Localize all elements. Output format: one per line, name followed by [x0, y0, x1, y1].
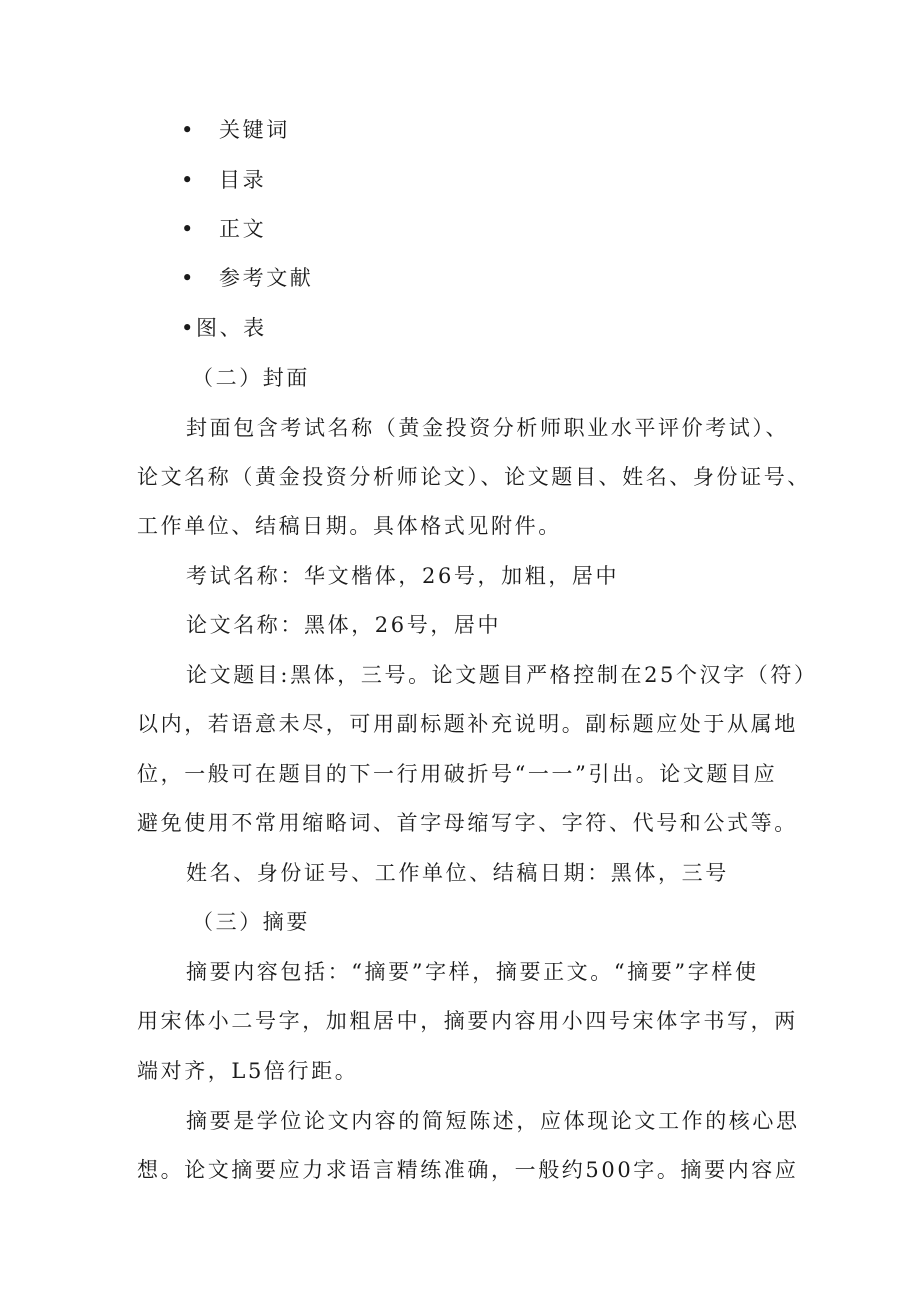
paragraph-line: 避免使用不常用缩略词、首字母缩写字、字符、代号和公式等。: [137, 811, 798, 835]
paragraph-line: 端对齐，L5倍行距。: [137, 1059, 359, 1083]
paragraph-line: 论文名称（黄金投资分析师论文）、论文题目、姓名、身份证号、: [137, 465, 811, 489]
paragraph-line: 用宋体小二号字，加粗居中，摘要内容用小四号宋体字书写，两: [137, 1009, 798, 1033]
bullet-icon: •: [181, 168, 196, 192]
bullet-icon: •: [181, 217, 196, 241]
list-item-label: 正文: [219, 217, 267, 241]
bullet-icon: •: [181, 118, 196, 142]
paragraph-line: 工作单位、结稿日期。具体格式见附件。: [137, 514, 562, 538]
list-item-label: 参考文献: [219, 266, 314, 290]
paper-name-format: 论文名称：黑体，26号，居中: [186, 613, 502, 637]
paragraph-line: 摘要是学位论文内容的简短陈述，应体现论文工作的核心思: [186, 1109, 800, 1133]
list-item-label: 目录: [219, 168, 267, 192]
paragraph-line: 想。论文摘要应力求语言精练准确，一般约500字。摘要内容应: [137, 1158, 799, 1182]
exam-name-format: 考试名称：华文楷体，26号，加粗，居中: [186, 564, 620, 588]
paragraph-line: 摘要内容包括：“摘要”字样，摘要正文。“摘要”字样使: [186, 960, 759, 984]
list-item-figures-tables: •图、表: [181, 316, 267, 340]
paragraph-line: 以内，若语意未尽，可用副标题补充说明。副标题应处于从属地: [137, 712, 798, 736]
bullet-icon: •: [181, 266, 196, 290]
list-item-label: 关键词: [219, 118, 290, 142]
section-heading-abstract: （三）摘要: [192, 910, 310, 934]
paragraph-line: 封面包含考试名称（黄金投资分析师职业水平评价考试）、: [186, 416, 790, 440]
section-heading-cover: （二）封面: [192, 366, 310, 390]
info-format-line: 姓名、身份证号、工作单位、结稿日期：黑体，三号: [186, 861, 729, 885]
paragraph-line: 位，一般可在题目的下一行用破折号“一一”引出。论文题目应: [137, 762, 778, 786]
paragraph-line: 论文题目:黑体，三号。论文题目严格控制在25个汉字（符）: [186, 663, 818, 687]
